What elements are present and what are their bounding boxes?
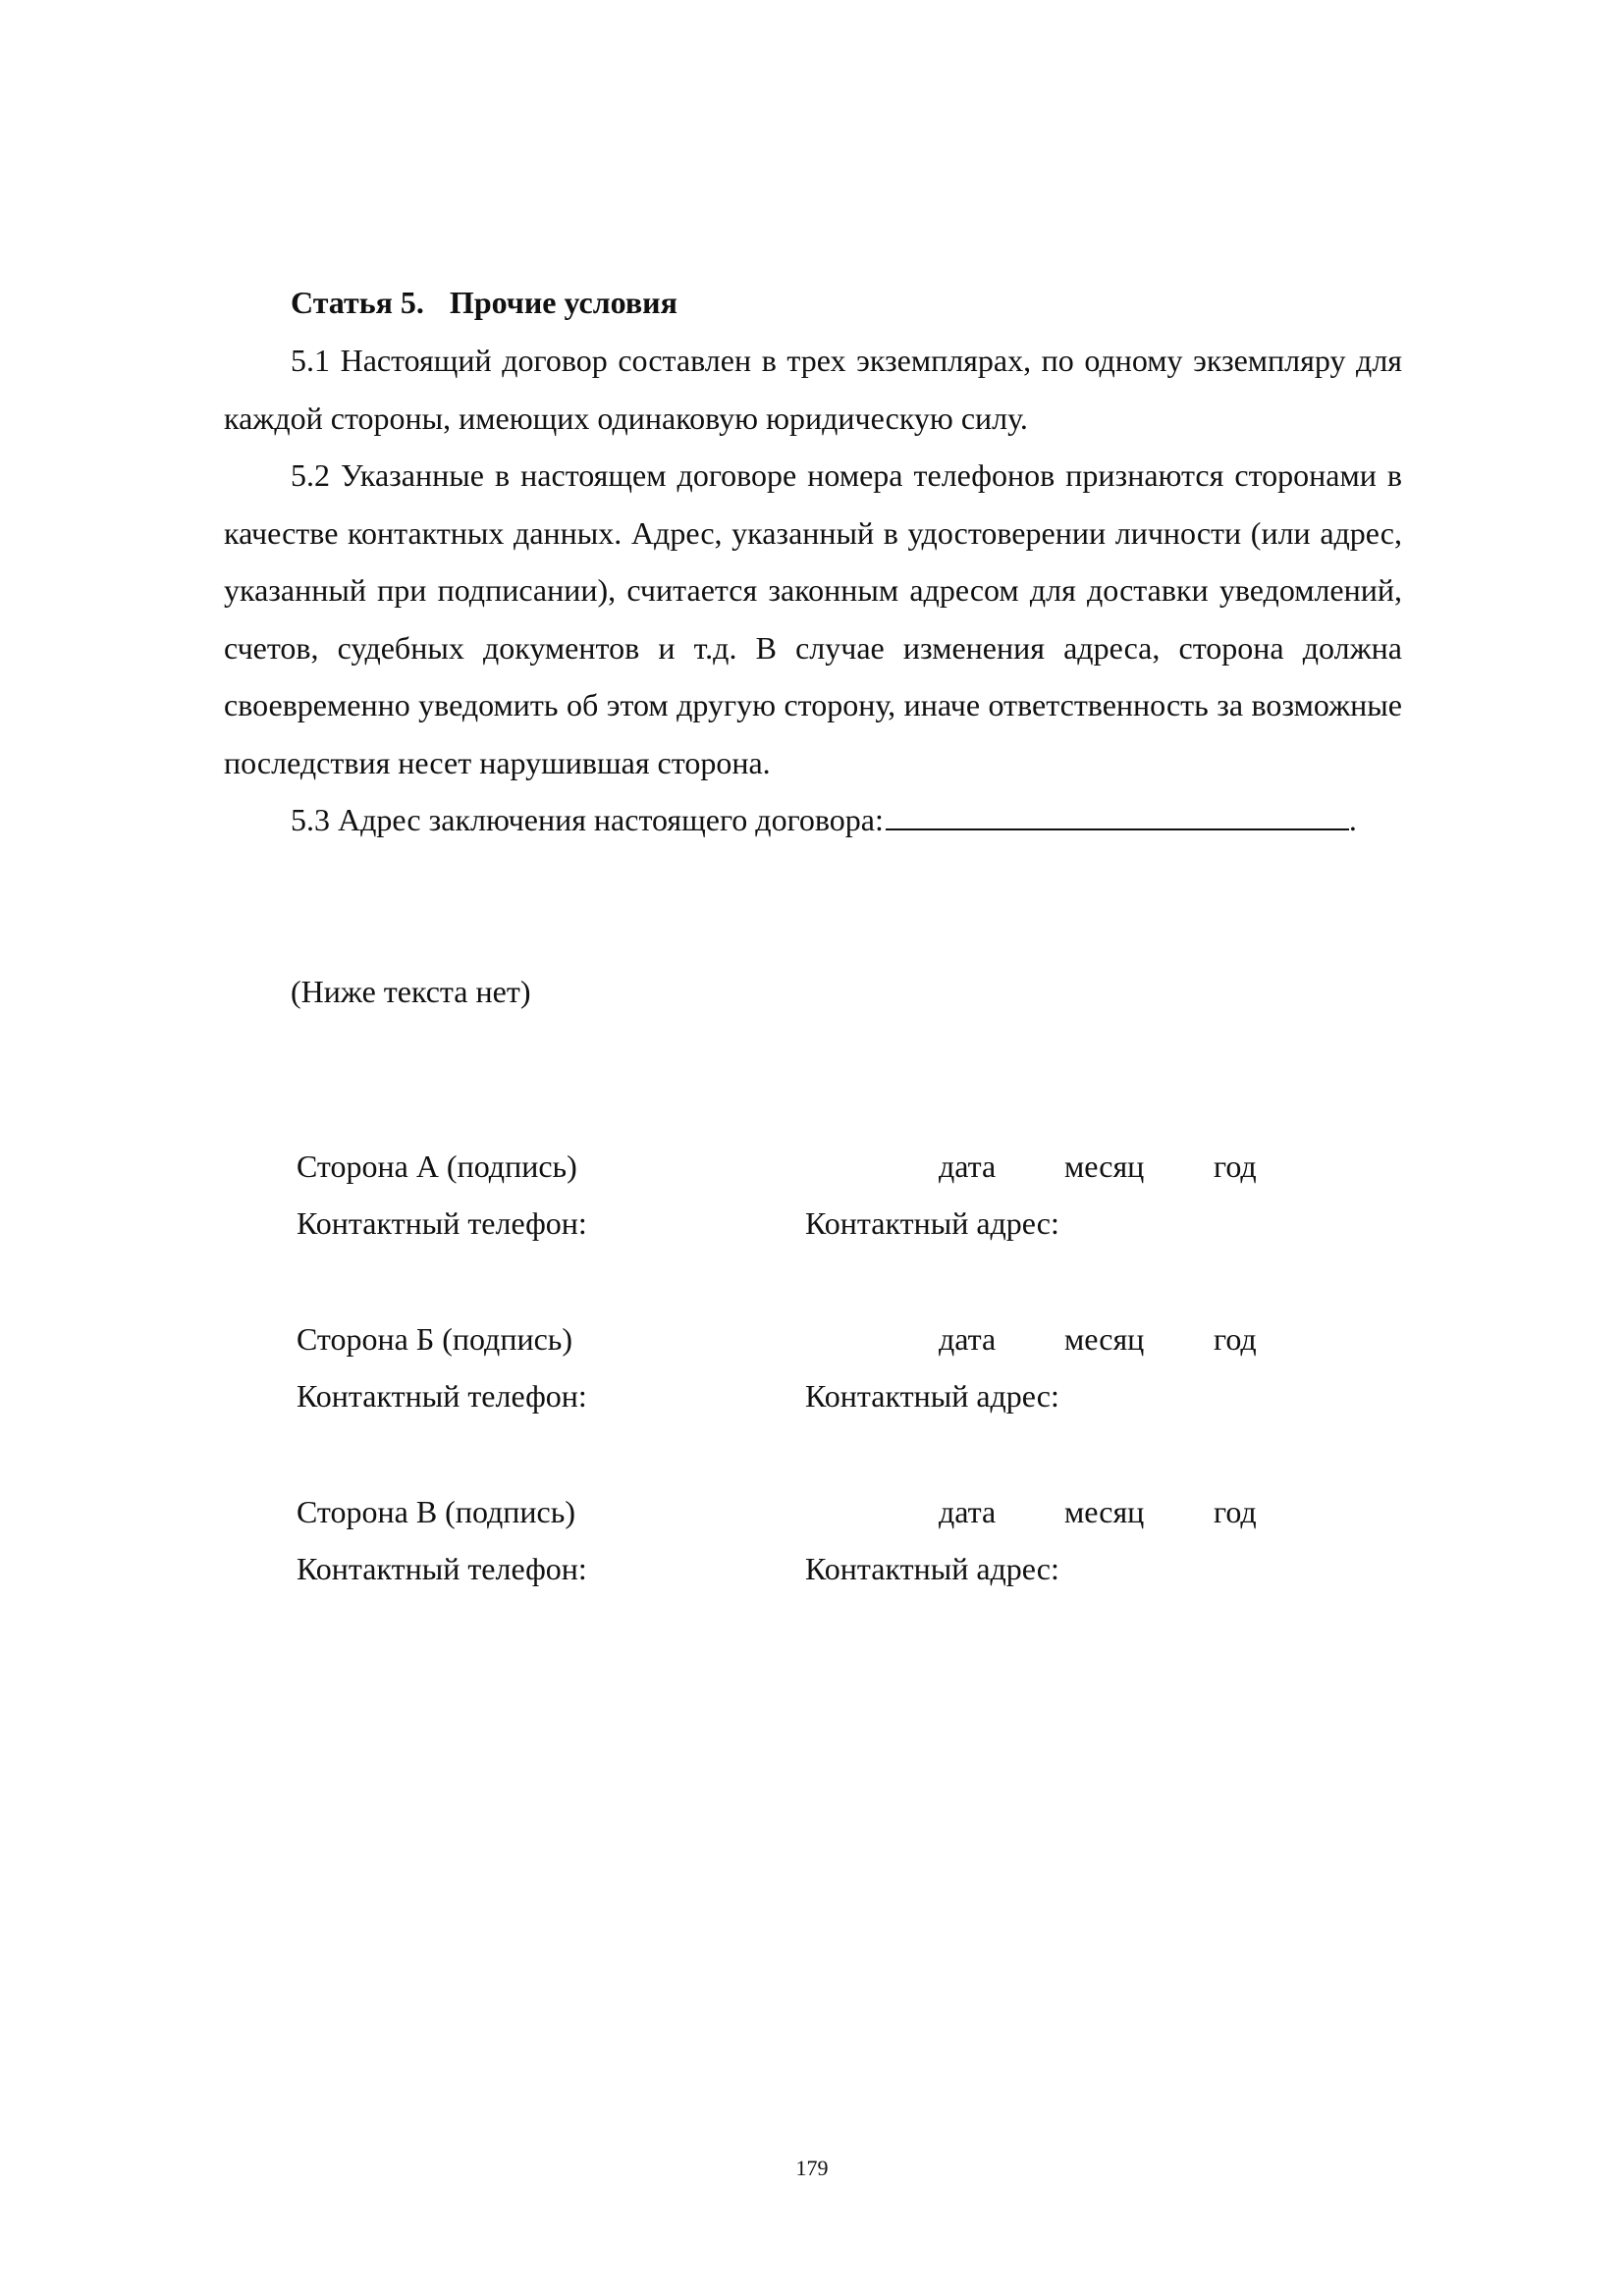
party-a-phone-label: Контактный телефон: [297,1205,587,1241]
party-c-signature-label: Сторона В (подпись) [297,1494,575,1529]
clause-5-2-text: 5.2 Указанные в настоящем договоре номера телефонов признаются сторонами в качестве контактных данных. Адрес, указанный в удостоверении личности (или адрес, указанный при подписании), считается законным адресом для доставки уведомлений, счетов, судебных документов и т.д. В случае изменения адреса, сторона должна своевременно уведомить об этом другую сторону, иначе ответственность за возможные последствия несет нарушившая сторона. [224,457,1402,780]
party-b-date-label: дата [939,1321,997,1357]
party-c-date-label: дата [939,1494,997,1529]
address-blank-line[interactable] [886,801,1349,830]
clause-5-3 [291,791,1357,849]
party-c-phone-label: Контактный телефон: [297,1551,587,1586]
party-b-phone-label: Контактный телефон: [297,1378,587,1414]
party-a-year-label: год [1214,1148,1257,1184]
clause-5-1 [224,332,1402,447]
party-c-address-label: Контактный адрес: [805,1551,1059,1586]
clause-5-1-text: 5.1 Настоящий договор составлен в трех экземплярах, по одному экземпляру для каждой стороны, имеющих одинаковую юридическую силу. [224,343,1402,436]
clause-5-2 [224,447,1402,791]
party-a-signature-label: Сторона А (подпись) [297,1148,577,1184]
no-text-below-note: (Ниже текста нет) [291,974,531,1009]
party-b-address-label: Контактный адрес: [805,1378,1059,1414]
party-a-address-label: Контактный адрес: [805,1205,1059,1241]
party-b-signature-label: Сторона Б (подпись) [297,1321,573,1357]
party-a-date-label: дата [939,1148,997,1184]
article-heading [291,283,677,322]
clause-5-3-label: 5.3 Адрес заключения настоящего договора: [291,802,884,837]
party-b-month-label: месяц [1064,1321,1145,1357]
party-a-month-label: месяц [1064,1148,1145,1184]
party-c-year-label: год [1214,1494,1257,1529]
article-title: Прочие условия [449,285,677,320]
page-number: 179 [795,2156,829,2180]
article-number: Статья 5. [291,285,424,320]
clause-5-3-period: . [1348,802,1357,837]
party-c-month-label: месяц [1064,1494,1145,1529]
party-b-year-label: год [1214,1321,1257,1357]
